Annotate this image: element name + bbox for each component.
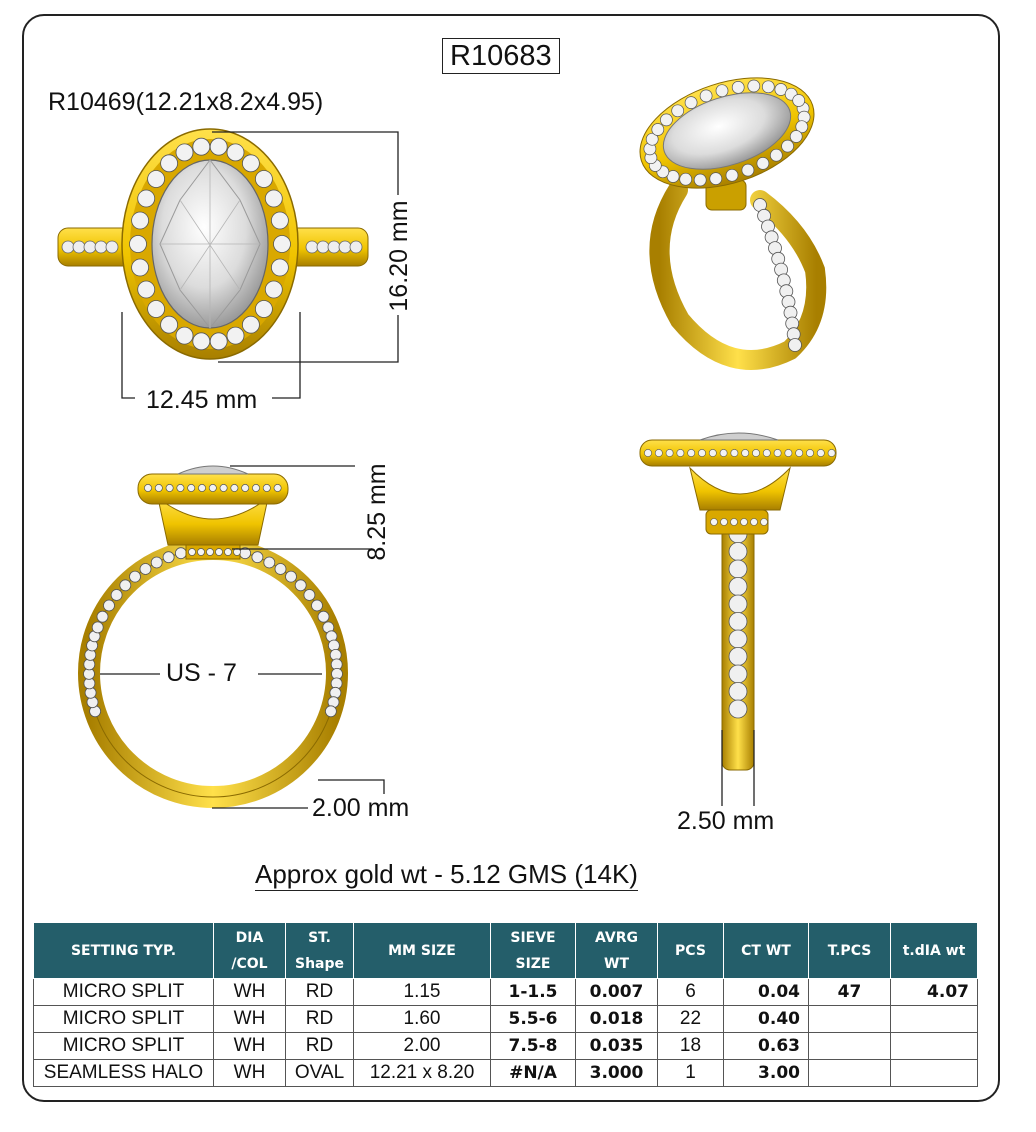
diamond-dot (721, 519, 728, 526)
diamond-dot (762, 81, 774, 93)
diamond-dot (275, 564, 286, 575)
diamond-dot (806, 449, 813, 456)
diamond-dot (263, 484, 270, 491)
header-stone-shape: ST. Shape (286, 923, 354, 979)
header-sieve-size: SIEVE SIZE (491, 923, 576, 979)
table-header-row (34, 923, 978, 979)
diamond-dot (295, 580, 306, 591)
diamond-dot (166, 484, 173, 491)
diamond-dot (757, 157, 769, 169)
diamond-dot (198, 549, 205, 556)
diamond-dot (700, 90, 712, 102)
diamond-dot (286, 571, 297, 582)
diamond-dot (132, 259, 149, 276)
diamond-dot (789, 339, 802, 352)
table-row (34, 979, 978, 1006)
cell-total-pcs (809, 1060, 891, 1087)
diamond-dot (790, 131, 802, 143)
diamond-dot (729, 630, 747, 648)
cell-pcs: 22 (658, 1006, 724, 1033)
cell-total-pcs (809, 1033, 891, 1060)
cell-total-dia-wt (891, 1060, 978, 1087)
header-dia-col: DIA /COL (214, 923, 286, 979)
diamond-dot (770, 149, 782, 161)
side-view-ring (640, 433, 836, 770)
cell-avg-wt: 0.035 (576, 1033, 658, 1060)
cell-total-dia-wt (891, 1033, 978, 1060)
diamond-dot (220, 484, 227, 491)
diamond-dot (104, 600, 115, 611)
diamond-dot (274, 236, 291, 253)
diamond-dot (227, 144, 244, 161)
cell-avg-wt: 0.018 (576, 1006, 658, 1033)
diamond-dot (255, 171, 272, 188)
diamond-dot (73, 241, 85, 253)
design-code: R10683 (442, 38, 560, 74)
diamond-dot (95, 241, 107, 253)
diamond-dot (161, 155, 178, 172)
diamond-dot (144, 484, 151, 491)
diamond-dot (62, 241, 74, 253)
diamond-dot (148, 301, 165, 318)
diamond-dot (726, 169, 738, 181)
diamond-dot (761, 519, 768, 526)
diamond-dot (688, 449, 695, 456)
diamond-dot (729, 578, 747, 596)
diamond-dot (106, 241, 118, 253)
header-ct-weight: CT WT (724, 923, 809, 979)
cell-dia-col: WH (214, 1033, 286, 1060)
diamond-dot (741, 519, 748, 526)
diamond-dot (177, 484, 184, 491)
ring-size-label: US - 7 (166, 659, 237, 687)
header-pcs: PCS (658, 923, 724, 979)
cell-shape: RD (286, 1006, 354, 1033)
rise-dimension-label: 8.25 mm (363, 463, 391, 561)
diamond-dot (84, 241, 96, 253)
diamond-dot (264, 557, 275, 568)
diamond-dot (731, 519, 738, 526)
cell-total-pcs: 47 (809, 979, 891, 1006)
diamond-dot (271, 212, 288, 229)
cell-pcs: 18 (658, 1033, 724, 1060)
diamond-dot (817, 449, 824, 456)
diamond-dot (163, 552, 174, 563)
diamond-dot (242, 316, 259, 333)
diamond-dot (785, 449, 792, 456)
cell-setting: MICRO SPLIT (34, 1006, 214, 1033)
diamond-dot (729, 595, 747, 613)
diamond-dot (729, 560, 747, 578)
front-view-ring (84, 466, 343, 797)
diamond-dot (655, 449, 662, 456)
cell-setting: MICRO SPLIT (34, 1033, 214, 1060)
diamond-dot (151, 557, 162, 568)
diamond-dot (751, 519, 758, 526)
diamond-dot (325, 706, 336, 717)
diamond-dot (252, 484, 259, 491)
cell-shape: RD (286, 979, 354, 1006)
cell-ct-wt: 0.40 (724, 1006, 809, 1033)
perspective-view-ring (626, 58, 828, 360)
cell-total-dia-wt (891, 1006, 978, 1033)
width-dimension-label: 12.45 mm (146, 386, 258, 414)
diamond-dot (155, 484, 162, 491)
diamond-dot (729, 665, 747, 683)
diamond-dot (175, 548, 186, 559)
diamond-dot (328, 241, 340, 253)
table-row (34, 1006, 978, 1033)
diamond-dot (793, 95, 805, 107)
diamond-dot (732, 81, 744, 93)
diamond-dot (138, 281, 155, 298)
diamond-dot (752, 449, 759, 456)
diamond-dot (709, 449, 716, 456)
diamond-dot (252, 552, 263, 563)
diamond-dot (672, 105, 684, 117)
diamond-dot (132, 212, 149, 229)
cell-ct-wt: 0.63 (724, 1033, 809, 1060)
diamond-dot (698, 449, 705, 456)
diamond-dot (176, 327, 193, 344)
cell-sieve: 7.5-8 (491, 1033, 576, 1060)
diamond-dot (782, 140, 794, 152)
diamond-dot (677, 449, 684, 456)
cell-ct-wt: 0.04 (724, 979, 809, 1006)
diamond-dot (265, 190, 282, 207)
diamond-dot (742, 164, 754, 176)
cell-sieve: 5.5-6 (491, 1006, 576, 1033)
diamond-dot (685, 97, 697, 109)
cell-pcs: 6 (658, 979, 724, 1006)
cell-mm-size: 1.15 (354, 979, 491, 1006)
diamond-dot (680, 173, 692, 185)
diamond-dot (130, 571, 141, 582)
diamond-dot (731, 449, 738, 456)
cell-mm-size: 12.21 x 8.20 (354, 1060, 491, 1087)
diamond-dot (207, 549, 214, 556)
diamond-dot (265, 281, 282, 298)
cell-setting: SEAMLESS HALO (34, 1060, 214, 1087)
gold-weight-note: Approx gold wt - 5.12 GMS (14K) (255, 859, 638, 889)
cell-sieve: 1-1.5 (491, 979, 576, 1006)
header-setting-type: SETTING TYP. (34, 923, 214, 979)
height-dimension (384, 196, 414, 318)
top-view-ring (58, 129, 368, 359)
diamond-dot (339, 241, 351, 253)
side-width-label: 2.50 mm (677, 807, 775, 835)
cell-ct-wt: 3.00 (724, 1060, 809, 1087)
diamond-dot (748, 80, 760, 92)
diamond-dot (763, 449, 770, 456)
diamond-dot (729, 648, 747, 666)
diamond-dot (660, 114, 672, 126)
diamond-dot (210, 138, 227, 155)
diamond-dot (271, 259, 288, 276)
diamond-dot (225, 549, 232, 556)
diamond-dot (304, 590, 315, 601)
diamond-dot (666, 449, 673, 456)
diamond-dot (312, 600, 323, 611)
diamond-dot (828, 449, 835, 456)
diamond-dot (255, 301, 272, 318)
height-dimension-label: 16.20 mm (385, 200, 413, 312)
stone-spec-table (33, 922, 978, 1087)
diamond-dot (210, 333, 227, 350)
diamond-dot (350, 241, 362, 253)
diamond-dot (716, 85, 728, 97)
diamond-dot (694, 174, 706, 186)
cell-dia-col: WH (214, 979, 286, 1006)
diamond-dot (242, 155, 259, 172)
diamond-dot (729, 613, 747, 631)
diamond-dot (774, 449, 781, 456)
diamond-dot (111, 590, 122, 601)
cell-sieve: #N/A (491, 1060, 576, 1087)
diamond-dot (710, 173, 722, 185)
diamond-dot (652, 124, 664, 136)
diamond-dot (198, 484, 205, 491)
diamond-dot (644, 449, 651, 456)
diamond-dot (92, 622, 103, 633)
diamond-dot (193, 333, 210, 350)
cell-shape: OVAL (286, 1060, 354, 1087)
diamond-dot (209, 484, 216, 491)
cell-dia-col: WH (214, 1006, 286, 1033)
diamond-dot (189, 549, 196, 556)
diamond-dot (729, 543, 747, 561)
stone-reference: R10469(12.21x8.2x4.95) (48, 88, 324, 116)
diamond-dot (176, 144, 193, 161)
diamond-dot (140, 564, 151, 575)
diamond-dot (318, 611, 329, 622)
diamond-dot (227, 327, 244, 344)
header-avg-weight: AVRG WT (576, 923, 658, 979)
diamond-dot (306, 241, 318, 253)
diamond-dot (729, 683, 747, 701)
header-total-pcs: T.PCS (809, 923, 891, 979)
diamond-dot (317, 241, 329, 253)
diamond-dot (242, 484, 249, 491)
cell-shape: RD (286, 1033, 354, 1060)
diamond-dot (188, 484, 195, 491)
diamond-dot (720, 449, 727, 456)
header-mm-size: MM SIZE (354, 923, 491, 979)
diamond-dot (742, 449, 749, 456)
diamond-dot (231, 484, 238, 491)
diamond-dot (274, 484, 281, 491)
rise-dimension (362, 458, 392, 568)
cell-pcs: 1 (658, 1060, 724, 1087)
diamond-dot (796, 449, 803, 456)
cell-avg-wt: 0.007 (576, 979, 658, 1006)
diamond-dot (193, 138, 210, 155)
diamond-dot (138, 190, 155, 207)
diamond-dot (711, 519, 718, 526)
diamond-dot (97, 611, 108, 622)
diamond-dot (148, 171, 165, 188)
cell-dia-col: WH (214, 1060, 286, 1087)
cell-mm-size: 1.60 (354, 1006, 491, 1033)
cell-mm-size: 2.00 (354, 1033, 491, 1060)
cell-setting: MICRO SPLIT (34, 979, 214, 1006)
cell-total-pcs (809, 1006, 891, 1033)
diamond-dot (120, 580, 131, 591)
diamond-dot (216, 549, 223, 556)
cell-total-dia-wt: 4.07 (891, 979, 978, 1006)
diamond-dot (130, 236, 147, 253)
diamond-dot (161, 316, 178, 333)
cell-avg-wt: 3.000 (576, 1060, 658, 1087)
header-total-dia-weight: t.dIA wt (891, 923, 978, 979)
diamond-dot (729, 700, 747, 718)
shank-width-label: 2.00 mm (312, 794, 410, 822)
table-row (34, 1060, 978, 1087)
table-row (34, 1033, 978, 1060)
